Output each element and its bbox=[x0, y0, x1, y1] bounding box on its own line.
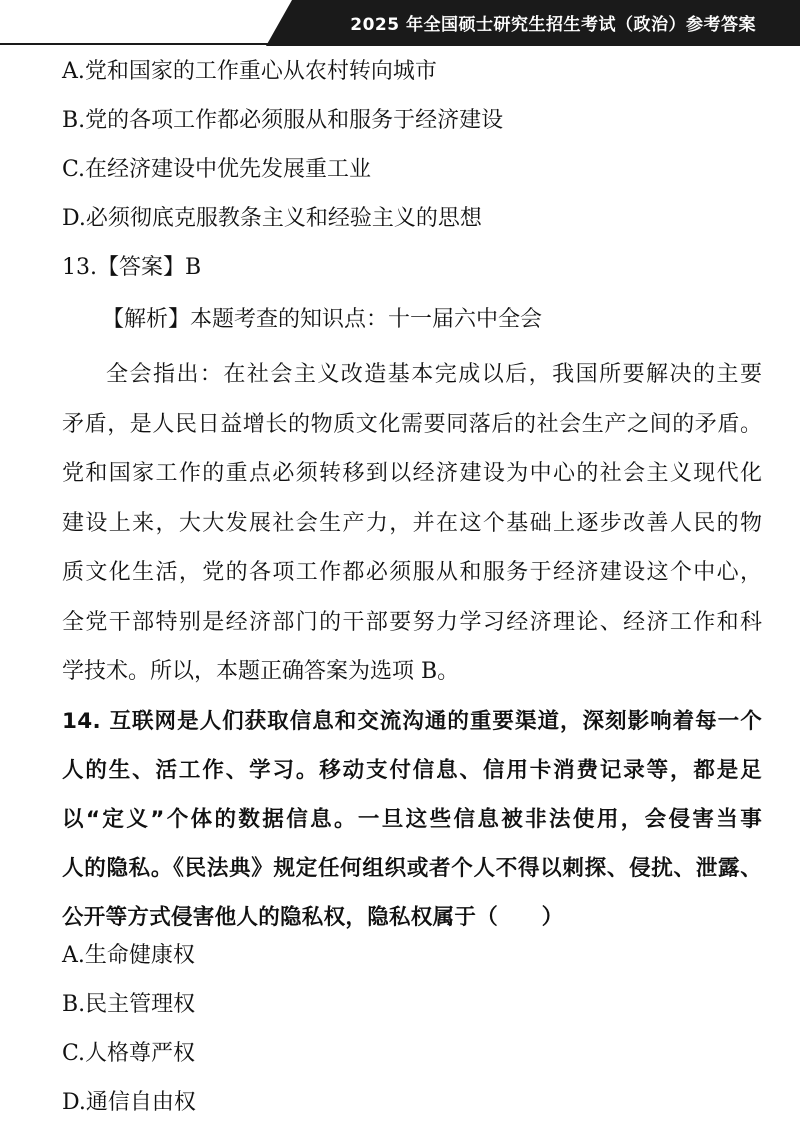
question-line: 公开等方式侵害他人的隐私权，隐私权属于（ ） bbox=[62, 904, 564, 930]
question-line: 人的生、活工作、学习。移动支付信息、信用卡消费记录等，都是足 bbox=[62, 757, 762, 783]
page-header bbox=[0, 0, 800, 46]
paragraph-line: 矛盾，是人民日益增长的物质文化需要同落后的社会生产之间的矛盾。 bbox=[62, 411, 762, 437]
paragraph-line: 学技术。所以，本题正确答案为选项 B。 bbox=[62, 659, 460, 684]
q14-option-c: C.人格尊严权 bbox=[62, 1040, 196, 1066]
q13-options bbox=[62, 60, 762, 256]
q13-option-a: A.党和国家的工作重心从农村转向城市 bbox=[62, 59, 437, 84]
q14-option-b: B.民主管理权 bbox=[62, 991, 196, 1017]
paragraph-line: 质文化生活，党的各项工作都必须服从和服务于经济建设这个中心， bbox=[62, 560, 762, 585]
paragraph-line: 党和国家工作的重点必须转移到以经济建设为中心的社会主义现代化 bbox=[62, 461, 762, 486]
q14-option-a: A.生命健康权 bbox=[62, 942, 195, 968]
page-content bbox=[62, 60, 762, 1140]
q13-answer: 13.【答案】B bbox=[62, 255, 202, 280]
question-line: 以“定义”个体的数据信息。一旦这些信息被非法使用，会侵害当事 bbox=[62, 806, 762, 832]
q13-option-c: C.在经济建设中优先发展重工业 bbox=[62, 157, 372, 182]
q14-question bbox=[62, 697, 762, 942]
q14-options bbox=[62, 944, 762, 1140]
q13-analysis-paragraph bbox=[62, 350, 762, 697]
q13-option-b: B.党的各项工作都必须服从和服务于经济建设 bbox=[62, 108, 504, 133]
question-line: 人的隐私。《民法典》规定任何组织或者个人不得以刺探、侵扰、泄露、 bbox=[62, 855, 762, 881]
paragraph-line: 全会指出：在社会主义改造基本完成以后，我国所要解决的主要 bbox=[106, 362, 762, 387]
header-title: 2025 年全国硕士研究生招生考试（政治）参考答案 bbox=[350, 15, 756, 35]
paragraph-line: 全党干部特别是经济部门的干部要努力学习经济理论、经济工作和科 bbox=[62, 609, 762, 635]
q13-analysis-heading: 【解析】本题考查的知识点：十一届六中全会 bbox=[102, 307, 543, 332]
q13-option-d: D.必须彻底克服教条主义和经验主义的思想 bbox=[62, 206, 482, 231]
paragraph-line: 建设上来，大大发展社会生产力，并在这个基础上逐步改善人民的物 bbox=[62, 510, 762, 536]
question-line: 14. 互联网是人们获取信息和交流沟通的重要渠道，深刻影响着每一个 bbox=[62, 708, 762, 734]
q14-option-d: D.通信自由权 bbox=[62, 1089, 196, 1115]
